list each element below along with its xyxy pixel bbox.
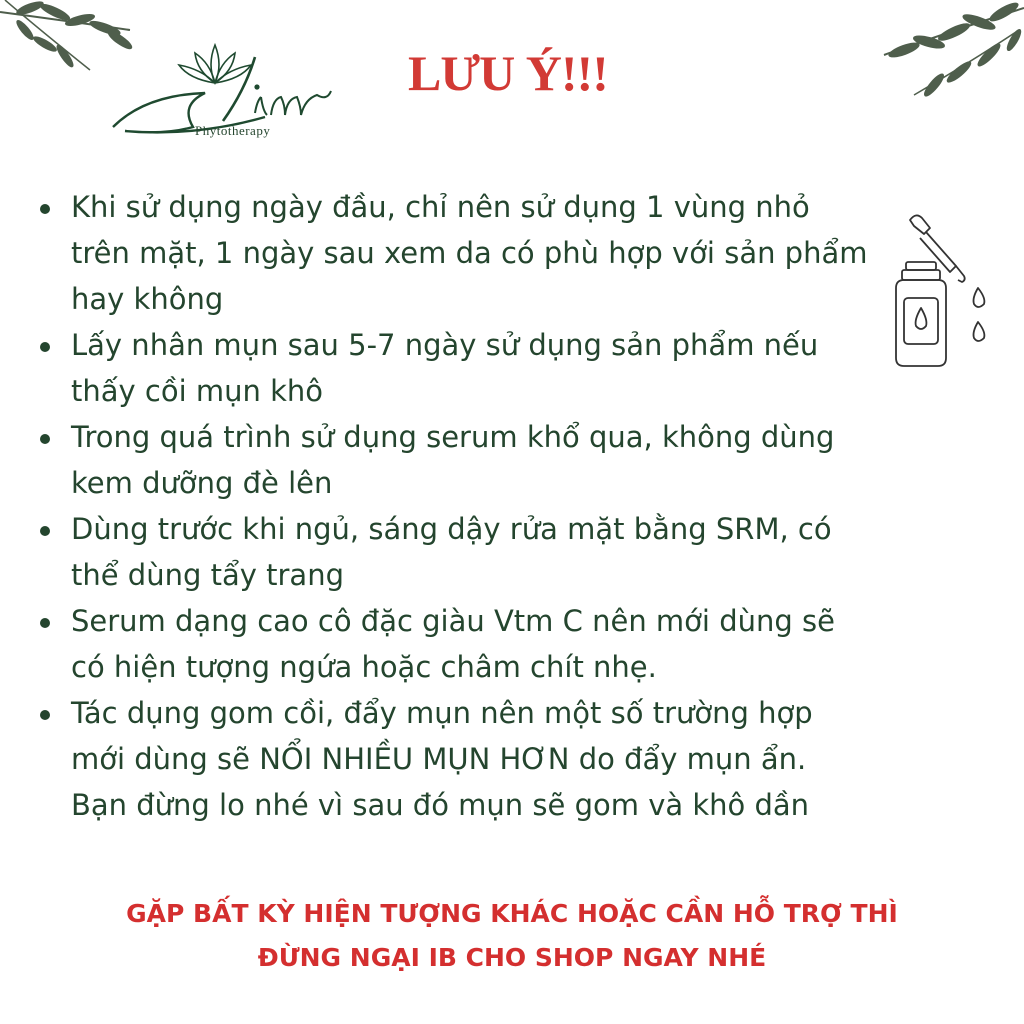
bullet-icon <box>40 526 50 536</box>
bullet-icon <box>40 342 50 352</box>
note-item <box>38 598 918 690</box>
bullet-icon <box>40 710 50 720</box>
footer-line-2: ĐỪNG NGẠI IB CHO SHOP NGAY NHÉ <box>257 943 767 972</box>
note-item <box>38 414 918 506</box>
note-line: Lấy nhân mụn sau 5-7 ngày sử dụng sản phẩm nếu <box>71 328 819 362</box>
note-line: thấy cồi mụn khô <box>71 374 324 408</box>
note-line: Trong quá trình sử dụng serum khổ qua, không dùng <box>71 420 835 454</box>
serum-dropper-bottle-icon <box>886 210 1006 370</box>
note-line: mới dùng sẽ NỔI NHIỀU MỤN HƠN do đẩy mụn ẩn. <box>71 742 807 776</box>
note-line: thể dùng tẩy trang <box>71 558 344 592</box>
footer-callout <box>0 892 1024 980</box>
note-line: Bạn đừng lo nhé vì sau đó mụn sẽ gom và khô dần <box>71 788 810 822</box>
page-title: LƯU Ý!!! <box>408 45 608 101</box>
notes-list <box>38 184 918 828</box>
note-line: Khi sử dụng ngày đầu, chỉ nên sử dụng 1 vùng nhỏ <box>71 190 810 224</box>
footer-line-1: GẶP BẤT KỲ HIỆN TƯỢNG KHÁC HOẶC CẦN HỖ TRỢ THÌ <box>126 899 898 928</box>
bullet-icon <box>40 618 50 628</box>
bullet-icon <box>40 204 50 214</box>
leaf-branch-right-icon <box>854 0 1024 105</box>
note-line: trên mặt, 1 ngày sau xem da có phù hợp với sản phẩm <box>71 236 868 270</box>
note-item <box>38 184 918 322</box>
note-line: Serum dạng cao cô đặc giàu Vtm C nên mới dùng sẽ <box>71 604 835 638</box>
note-item <box>38 322 918 414</box>
note-line: Dùng trước khi ngủ, sáng dậy rửa mặt bằng SRM, có <box>71 512 832 546</box>
note-line: hay không <box>71 282 224 316</box>
bullet-icon <box>40 434 50 444</box>
brand-tagline: Phytotherapy <box>195 123 271 138</box>
note-item <box>38 690 918 828</box>
brand-logo <box>105 35 340 145</box>
note-line: kem dưỡng đè lên <box>71 466 333 500</box>
note-line: có hiện tượng ngứa hoặc châm chít nhẹ. <box>71 650 657 684</box>
note-item <box>38 506 918 598</box>
note-line: Tác dụng gom cồi, đẩy mụn nên một số trường hợp <box>71 696 813 730</box>
